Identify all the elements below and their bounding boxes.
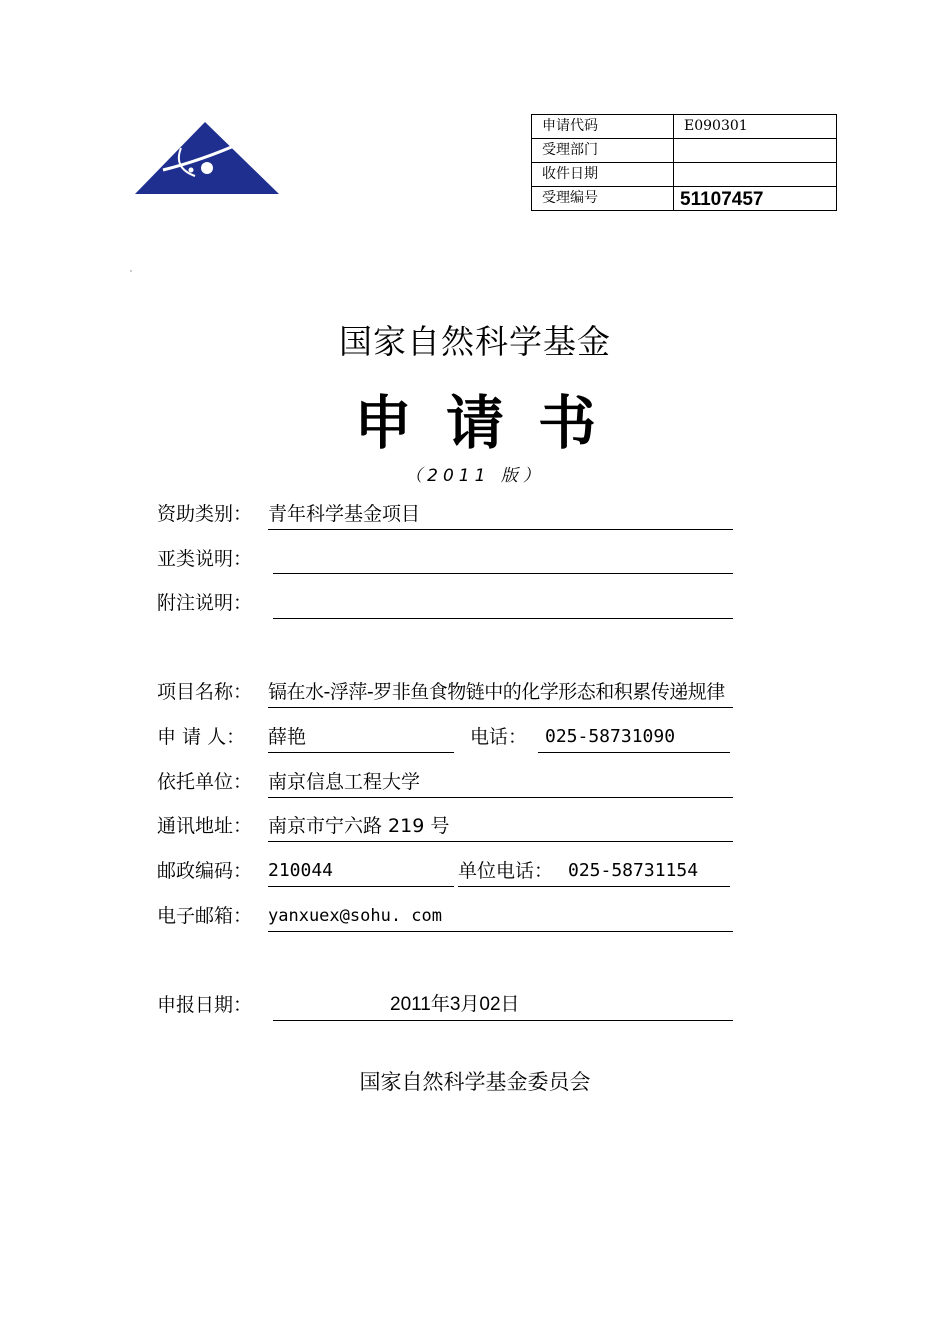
note-label: 附注说明： — [157, 592, 253, 614]
edition-label: （2011 版） — [405, 466, 545, 486]
table-row — [532, 115, 837, 139]
document-title: 申请书 — [353, 389, 630, 457]
committee-name: 国家自然科学基金委员会 — [359, 1070, 591, 1094]
institution-label: 依托单位： — [157, 771, 253, 793]
postcode-underline — [268, 886, 454, 887]
table-cell-label: 收件日期 — [532, 163, 674, 187]
phone-value: 025-58731090 — [545, 726, 676, 747]
project-name-value: 镉在水-浮萍-罗非鱼食物链中的化学形态和积累传递规律 — [268, 681, 725, 703]
applicant-label: 申 请 人： — [157, 726, 246, 748]
nsfc-logo — [133, 120, 281, 196]
acceptance-number: 51107457 — [674, 187, 837, 211]
table-row — [532, 163, 837, 187]
email-label: 电子邮箱： — [157, 905, 253, 927]
institution-underline — [268, 797, 733, 798]
table-cell-label: 受理编号 — [532, 187, 674, 211]
unit-phone-underline — [458, 886, 730, 887]
unit-phone-label: 单位电话： — [458, 860, 554, 882]
table-row — [532, 187, 837, 211]
sub-type-label: 亚类说明： — [157, 548, 253, 570]
postcode-value: 210044 — [268, 860, 334, 881]
funding-type-underline — [268, 529, 733, 530]
email-underline — [268, 931, 733, 932]
address-underline — [268, 841, 733, 842]
sub-type-underline — [273, 573, 733, 574]
date-value: 2011年3月02日 — [390, 994, 520, 1015]
receiving-department — [674, 139, 837, 163]
funding-type-value: 青年科学基金项目 — [268, 503, 421, 525]
postcode-label: 邮政编码： — [157, 860, 253, 882]
phone-underline — [538, 752, 730, 753]
foundation-title: 国家自然科学基金 — [339, 322, 611, 361]
address-value: 南京市宁六路 219 号 — [268, 815, 450, 837]
project-name-underline — [268, 707, 733, 708]
table-cell-label: 受理部门 — [532, 139, 674, 163]
funding-type-label: 资助类别： — [157, 503, 253, 525]
table-row — [532, 139, 837, 163]
receipt-date — [674, 163, 837, 187]
date-underline — [273, 1020, 733, 1021]
applicant-value: 薛艳 — [268, 726, 307, 748]
institution-value: 南京信息工程大学 — [268, 771, 421, 793]
application-code: E090301 — [674, 115, 837, 139]
email-value: yanxuex@sohu. com — [268, 906, 442, 926]
applicant-underline — [268, 752, 454, 753]
unit-phone-value: 025-58731154 — [568, 860, 699, 881]
application-info-table — [531, 114, 837, 211]
phone-label: 电话： — [470, 726, 528, 748]
address-label: 通讯地址： — [157, 815, 253, 837]
project-name-label: 项目名称： — [157, 681, 253, 703]
table-cell-label: 申请代码 — [532, 115, 674, 139]
note-underline — [273, 618, 733, 619]
speck — [130, 270, 132, 272]
date-label: 申报日期： — [157, 994, 253, 1016]
